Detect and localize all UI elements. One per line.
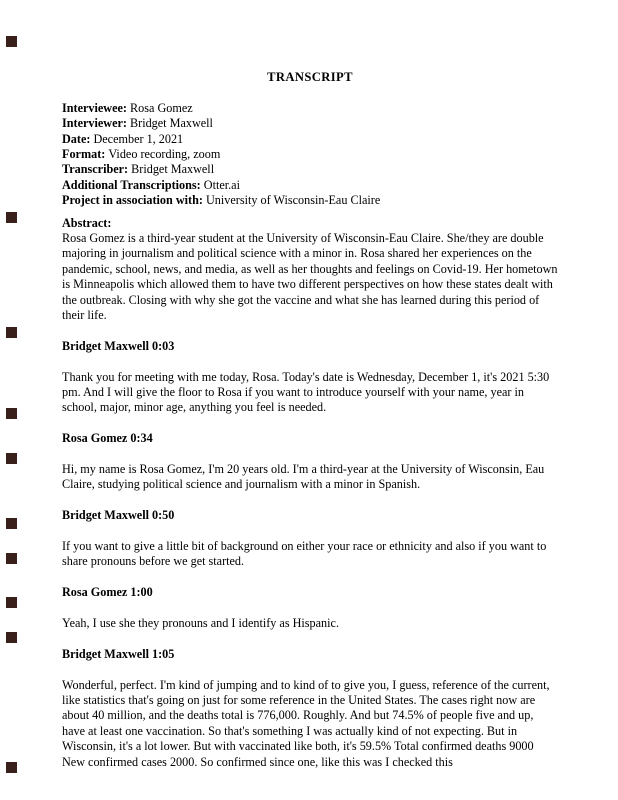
dialogue-paragraph: Hi, my name is Rosa Gomez, I'm 20 years old. I'm a third-year at the University of Wisconsin, Eau Claire, studying political science and journalism with a minor in Spanish. bbox=[62, 462, 545, 492]
margin-annotation-marker bbox=[6, 597, 17, 608]
metadata-label: Interviewer: bbox=[62, 116, 127, 131]
metadata-row-interviewer bbox=[62, 116, 558, 131]
margin-annotation-marker bbox=[6, 518, 17, 529]
abstract-heading: Abstract: bbox=[62, 215, 112, 230]
metadata-value: Rosa Gomez bbox=[130, 100, 193, 115]
margin-annotation-marker bbox=[6, 327, 17, 338]
dialogue-paragraph: Yeah, I use she they pronouns and I identify as Hispanic. bbox=[62, 616, 339, 631]
metadata-row-transcriber bbox=[62, 162, 558, 177]
metadata-row-date bbox=[62, 132, 558, 147]
dialogue-paragraph: If you want to give a little bit of background on either your race or ethnicity and also if you want to share pronouns before we get started. bbox=[62, 539, 547, 569]
margin-annotation-marker bbox=[6, 632, 17, 643]
metadata-label: Project in association with: bbox=[62, 193, 203, 208]
margin-annotation-marker bbox=[6, 36, 17, 47]
speaker-heading: Rosa Gomez 0:34 bbox=[62, 431, 153, 446]
margin-annotation-marker bbox=[6, 762, 17, 773]
metadata-label: Interviewee: bbox=[62, 100, 127, 115]
abstract-paragraph: Rosa Gomez is a third-year student at the University of Wisconsin-Eau Claire. She/they are double majoring in journalism and political science with a minor in. Rosa shared her experiences on the pandemic, school, news, and media, as well as her thoughts and feelings on Covid-19. Her hometown is Minneapolis which allowed them to have two different perspectives on how these states dealt with the outbreak. Closing with why she got the vaccine and what she has learned during this period of their life. bbox=[62, 231, 558, 323]
metadata-value: Bridget Maxwell bbox=[131, 162, 215, 177]
margin-annotation-marker bbox=[6, 408, 17, 419]
metadata-label: Format: bbox=[62, 147, 106, 162]
metadata-value: Video recording, zoom bbox=[108, 147, 221, 162]
metadata-label: Date: bbox=[62, 131, 91, 146]
metadata-label: Transcriber: bbox=[62, 162, 129, 177]
dialogue-paragraph: Wonderful, perfect. I'm kind of jumping and to kind of to give you, I guess, reference of the current, like statistics that's going on just for some reference in the United States. The cases right now are about 40 million, and the deaths total is 776,000. Roughly. And but 74.5% of people five and up, have at least one vaccination. So that's something I was actually kind of not expecting. But in Wisconsin, it's a lot lower. But with vaccinated like both, it's 59.5% Total confirmed deaths 9000 New confirmed cases 2000. So confirmed since one, like this was I checked this bbox=[62, 677, 550, 769]
metadata-value: Otter.ai bbox=[203, 177, 240, 192]
margin-annotation-marker bbox=[6, 453, 17, 464]
speaker-heading: Bridget Maxwell 0:50 bbox=[62, 508, 175, 523]
metadata-block bbox=[62, 101, 558, 209]
page-title: TRANSCRIPT bbox=[267, 70, 353, 84]
margin-annotation-marker bbox=[6, 553, 17, 564]
metadata-value: Bridget Maxwell bbox=[130, 116, 213, 131]
metadata-row-interviewee bbox=[62, 101, 558, 116]
transcript-document bbox=[62, 70, 558, 786]
metadata-row-project-association bbox=[62, 193, 558, 208]
metadata-value: December 1, 2021 bbox=[93, 131, 184, 146]
metadata-row-additional-transcriptions bbox=[62, 178, 558, 193]
metadata-label: Additional Transcriptions: bbox=[62, 177, 201, 192]
margin-annotation-marker bbox=[6, 212, 17, 223]
metadata-value: University of Wisconsin-Eau Claire bbox=[205, 193, 381, 208]
metadata-row-format bbox=[62, 147, 558, 162]
dialogue-paragraph: Thank you for meeting with me today, Rosa. Today's date is Wednesday, December 1, it's 2021 5:30 pm. And I will give the floor to Rosa if you want to introduce yourself with your name, year in school, major, minor age, anything you feel is needed. bbox=[62, 369, 550, 415]
speaker-heading: Bridget Maxwell 0:03 bbox=[62, 338, 175, 353]
speaker-heading: Bridget Maxwell 1:05 bbox=[62, 646, 175, 661]
speaker-heading: Rosa Gomez 1:00 bbox=[62, 585, 153, 600]
